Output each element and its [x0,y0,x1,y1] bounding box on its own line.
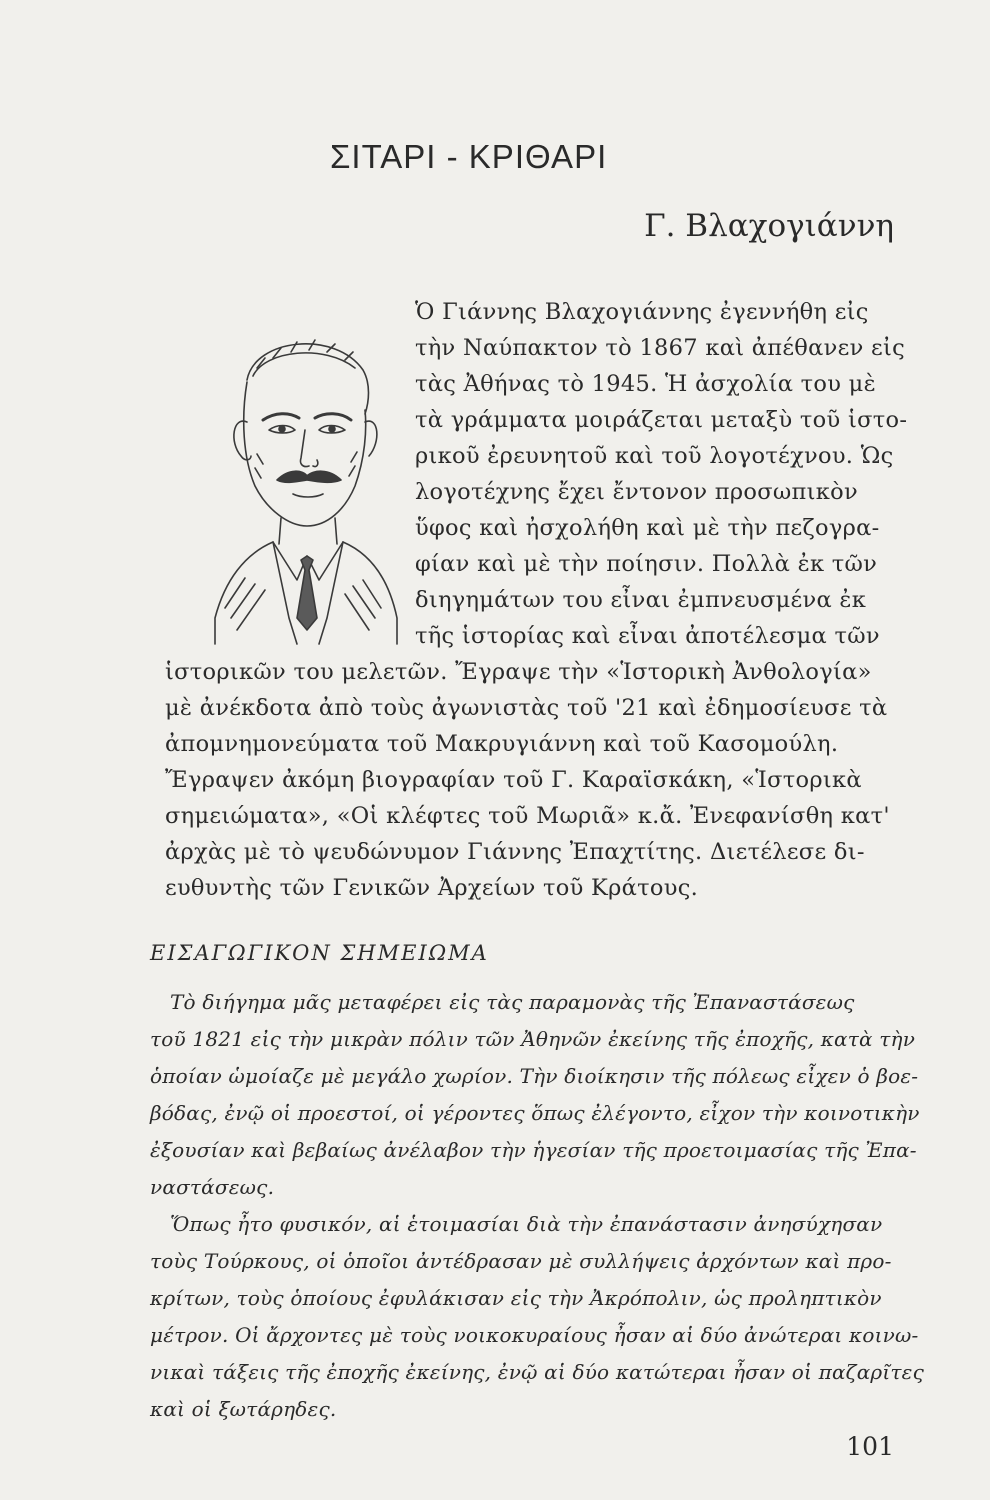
intro-line: ἐξουσίαν καὶ βεβαίως ἀνέλαβον τὴν ἡγεσίαν τῆς προετοιμασίας τῆς Ἐπα- [150,1138,917,1162]
bio-line: διηγημάτων του εἶναι ἐμπνευσμένα ἐκ [415,587,867,613]
section-heading: ΕΙΣΑΓΩΓΙΚΟΝ ΣΗΜΕΙΩΜΑ [150,941,489,965]
author-name: Γ. Βλαχογιάννη [644,208,894,244]
intro-line: βόδας, ἐνῷ οἱ προεστοί, οἱ γέροντες ὅπως ἐλέγοντο, εἶχον τὴν κοινοτικὴν [150,1101,920,1125]
bio-line: ἀρχὰς μὲ τὸ ψευδώνυμον Γιάννης Ἐπαχτίτης. Διετέλεσε δι- [165,839,865,865]
bio-line: φίαν καὶ μὲ τὴν ποίησιν. Πολλὰ ἐκ τῶν [415,551,878,577]
intro-line: ὁποίαν ὡμοίαζε μὲ μεγάλο χωρίον. Τὴν διοίκησιν τῆς πόλεως εἶχεν ὁ βοε- [150,1064,919,1088]
intro-line: νικαὶ τάξεις τῆς ἐποχῆς ἐκείνης, ἐνῷ αἱ δύο κατώτεραι ἦσαν οἱ παζαρῖτες [150,1360,925,1384]
bio-line: τὴν Ναύπακτον τὸ 1867 καὶ ἀπέθανεν εἰς [415,335,905,361]
intro-line: Τὸ διήγημα μᾶς μεταφέρει εἰς τὰς παραμονὰς τῆς Ἐπαναστάσεως [170,990,855,1014]
bio-line: σημειώματα», «Οἱ κλέφτες τοῦ Μωριᾶ» κ.ἄ. Ἐνεφανίσθη κατ' [165,803,890,829]
bio-line: μὲ ἀνέκδοτα ἀπὸ τοὺς ἀγωνιστὰς τοῦ '21 καὶ ἐδημοσίευσε τὰ [165,695,888,721]
bio-line: Ὁ Γιάννης Βλαχογιάννης ἐγεννήθη εἰς [415,299,869,325]
intro-line: καὶ οἱ ξωτάρηδες. [150,1397,337,1421]
intro-line: τοῦ 1821 εἰς τὴν μικρὰν πόλιν τῶν Ἀθηνῶν ἐκείνης τῆς ἐποχῆς, κατὰ τὴν [150,1027,916,1051]
bio-line: ἱστορικῶν του μελετῶν. Ἔγραψε τὴν «Ἱστορικὴ Ἀνθολογία» [165,659,872,685]
bio-line: Ἔγραψεν ἀκόμη βιογραφίαν τοῦ Γ. Καραϊσκάκη, «Ἱστορικὰ [165,767,862,793]
intro-line: κρίτων, τοὺς ὁποίους ἐφυλάκισαν εἰς τὴν Ἀκρόπολιν, ὡς προληπτικὸν [150,1286,882,1310]
page-title: ΣΙΤΑΡΙ - ΚΡΙΘΑΡΙ [330,138,608,175]
page-number: 101 [846,1432,894,1461]
bio-line: λογοτέχνης ἔχει ἔντονον προσωπικὸν [415,479,858,505]
bio-line: ρικοῦ ἐρευνητοῦ καὶ τοῦ λογοτέχνου. Ὡς [415,443,894,469]
bio-line: τῆς ἱστορίας καὶ εἶναι ἀποτέλεσμα τῶν [415,623,880,649]
bio-line: τὰς Ἀθήνας τὸ 1945. Ἡ ἀσχολία του μὲ [415,371,876,397]
intro-line: ναστάσεως. [150,1175,275,1199]
intro-line: τοὺς Τούρκους, οἱ ὁποῖοι ἀντέδρασαν μὲ συλλήψεις ἀρχόντων καὶ προ- [150,1249,892,1273]
intro-line: μέτρον. Οἱ ἄρχοντες μὲ τοὺς νοικοκυραίους ἦσαν αἱ δύο ἀνώτεραι κοινω- [150,1323,919,1347]
portrait-illustration-icon [185,318,407,648]
bio-line: τὰ γράμματα μοιράζεται μεταξὺ τοῦ ἱστο- [415,407,908,433]
intro-line: Ὅπως ἦτο φυσικόν, αἱ ἑτοιμασίαι διὰ τὴν ἐπανάστασιν ἀνησύχησαν [170,1212,883,1236]
bio-line: ὕφος καὶ ἠσχολήθη καὶ μὲ τὴν πεζογρα- [415,515,880,541]
bio-line: ευθυντὴς τῶν Γενικῶν Ἀρχείων τοῦ Κράτους. [165,875,699,901]
bio-line: ἀπομνημονεύματα τοῦ Μακρυγιάννη καὶ τοῦ Κασομούλη. [165,731,839,757]
